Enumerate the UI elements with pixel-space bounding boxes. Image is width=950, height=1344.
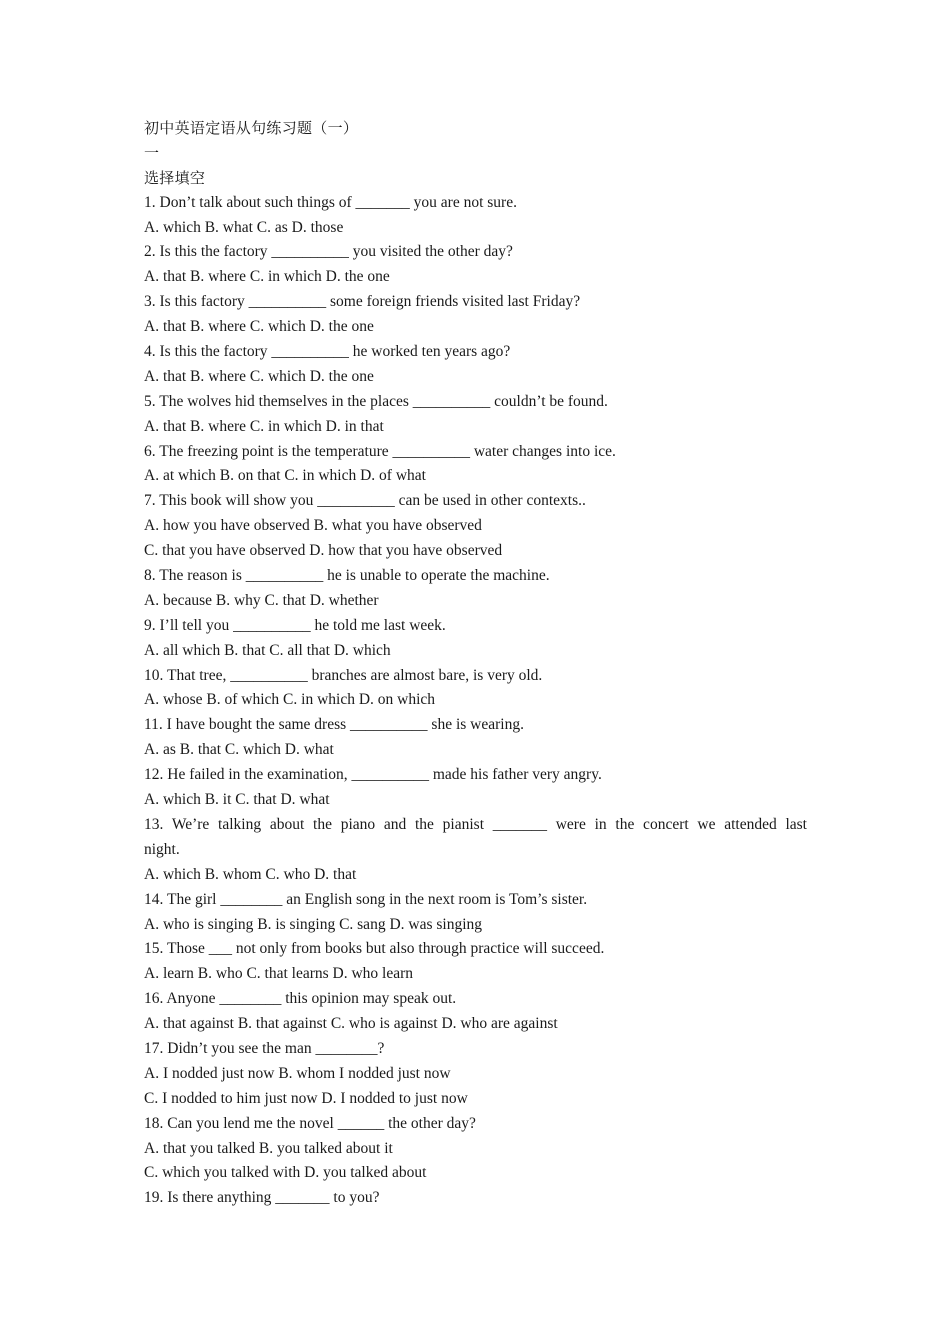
options-7-cd: C. that you have observed D. how that you have observed — [144, 542, 503, 560]
question-15: 15. Those ___ not only from books but also through practice will succeed. — [144, 940, 605, 958]
options-10: A. whose B. of which C. in which D. on which — [144, 691, 436, 709]
options-4: A. that B. where C. which D. the one — [144, 367, 374, 385]
options-14: A. who is singing B. is singing C. sang D. was singing — [144, 915, 483, 933]
question-7: 7. This book will show you __________ can be used in other contexts.. — [144, 492, 586, 510]
options-3: A. that B. where C. which D. the one — [144, 318, 374, 336]
question-19: 19. Is there anything _______ to you? — [144, 1189, 380, 1207]
options-18-cd: C. which you talked with D. you talked about — [144, 1164, 427, 1182]
question-4: 4. Is this the factory __________ he worked ten years ago? — [144, 343, 511, 361]
question-11: 11. I have bought the same dress __________ she is wearing. — [144, 716, 524, 734]
options-9: A. all which B. that C. all that D. which — [144, 641, 391, 659]
document-title: 初中英语定语从句练习题（一） — [144, 119, 359, 137]
options-16: A. that against B. that against C. who is against D. who are against — [144, 1015, 558, 1033]
options-15: A. learn B. who C. that learns D. who learn — [144, 965, 414, 983]
question-6: 6. The freezing point is the temperature __________ water changes into ice. — [144, 442, 616, 460]
question-16: 16. Anyone ________ this opinion may speak out. — [144, 990, 457, 1008]
question-10: 10. That tree, __________ branches are almost bare, is very old. — [144, 666, 543, 684]
options-17-ab: A. I nodded just now B. whom I nodded just now — [144, 1064, 451, 1082]
question-1: 1. Don’t talk about such things of _______ you are not sure. — [144, 193, 517, 211]
options-18-ab: A. that you talked B. you talked about it — [144, 1139, 393, 1157]
options-8: A. because B. why C. that D. whether — [144, 591, 379, 609]
section-title: 选择填空 — [144, 168, 206, 187]
options-17-cd: C. I nodded to him just now D. I nodded to just now — [144, 1089, 468, 1107]
options-12: A. which B. it C. that D. what — [144, 791, 330, 809]
question-2: 2. Is this the factory __________ you visited the other day? — [144, 243, 513, 261]
question-5: 5. The wolves hid themselves in the places __________ couldn’t be found. — [144, 392, 608, 410]
question-3: 3. Is this factory __________ some foreign friends visited last Friday? — [144, 293, 581, 311]
question-18: 18. Can you lend me the novel ______ the other day? — [144, 1114, 476, 1132]
question-17: 17. Didn’t you see the man ________? — [144, 1039, 385, 1057]
options-7-ab: A. how you have observed B. what you have observed — [144, 517, 482, 535]
question-13: 13. We’re talking about the piano and the pianist _______ were in the concert we attended last — [144, 815, 807, 833]
question-9: 9. I’ll tell you __________ he told me last week. — [144, 616, 446, 634]
options-1: A. which B. what C. as D. those — [144, 218, 344, 236]
document-body — [144, 116, 807, 1211]
options-6: A. at which B. on that C. in which D. of what — [144, 467, 426, 485]
question-13-continuation: night. — [144, 840, 180, 858]
question-14: 14. The girl ________ an English song in the next room is Tom’s sister. — [144, 890, 588, 908]
question-12: 12. He failed in the examination, __________ made his father very angry. — [144, 766, 602, 784]
section-number: 一 — [144, 143, 160, 162]
options-13: A. which B. whom C. who D. that — [144, 865, 357, 883]
options-5: A. that B. where C. in which D. in that — [144, 417, 384, 435]
question-8: 8. The reason is __________ he is unable to operate the machine. — [144, 567, 550, 585]
options-2: A. that B. where C. in which D. the one — [144, 268, 390, 286]
options-11: A. as B. that C. which D. what — [144, 741, 334, 759]
